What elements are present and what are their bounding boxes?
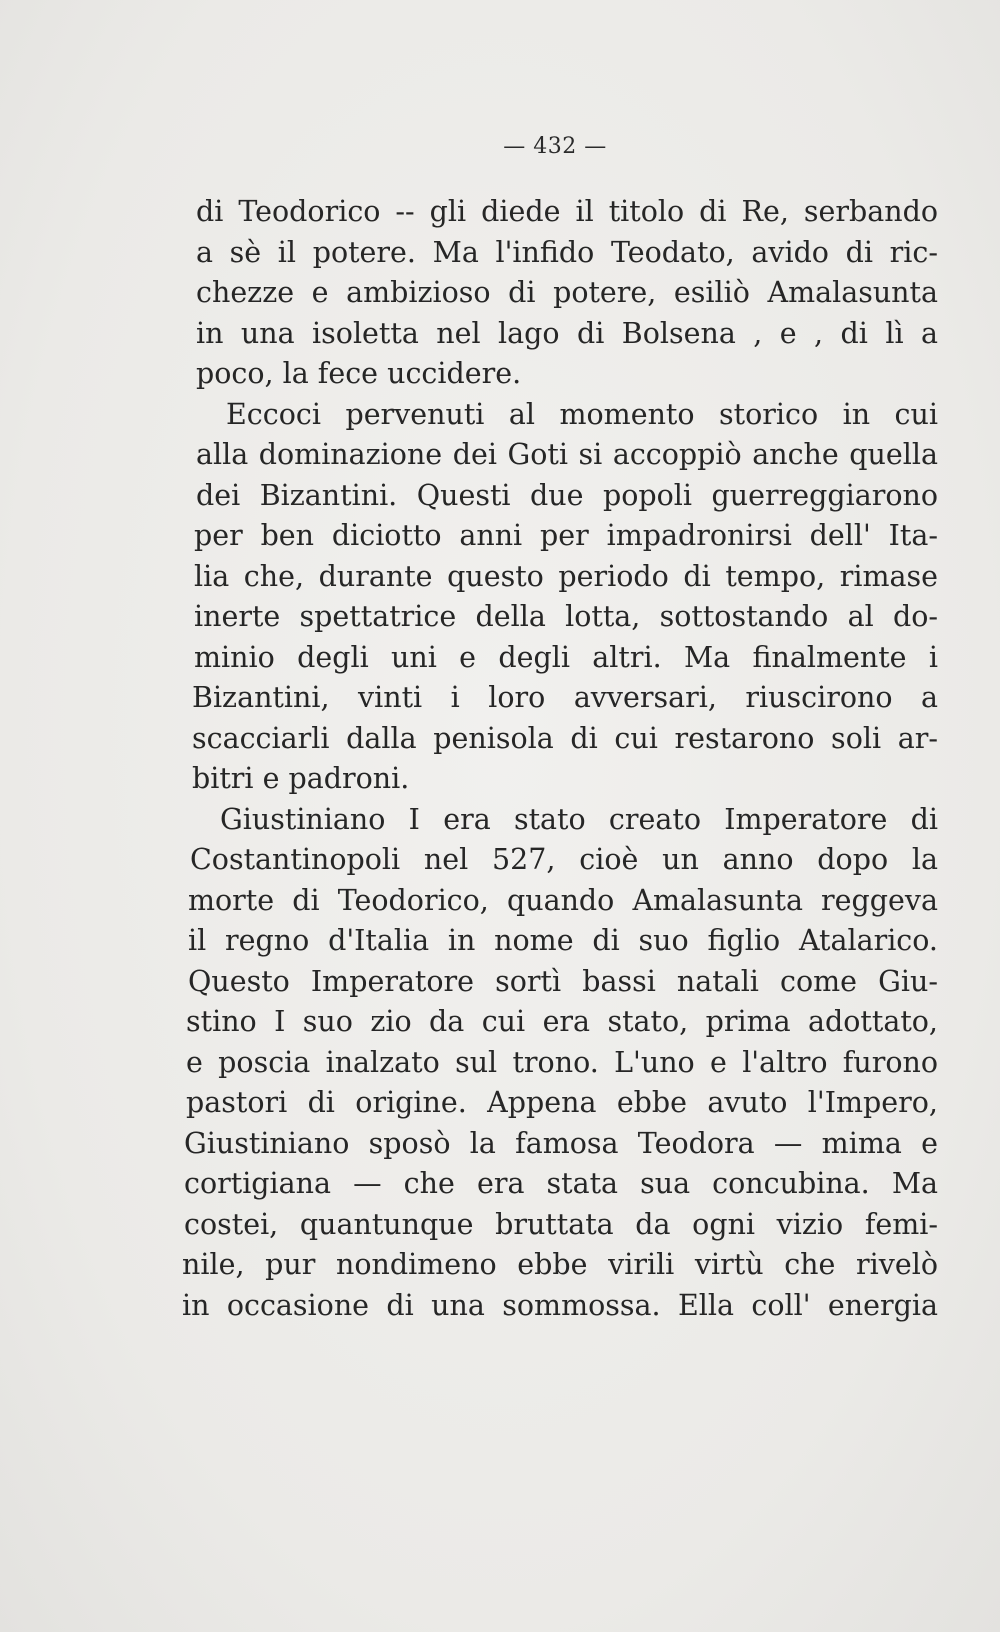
text-line: costei, quantunque bruttata da ogni vizio femi- — [184, 1207, 938, 1241]
text-line: pastori di origine. Appena ebbe avuto l'Impero, — [186, 1086, 938, 1119]
text-line: scacciarli dalla penisola di cui restarono soli ar- — [192, 721, 938, 755]
text-line: stino I suo zio da cui era stato, prima adottato, — [186, 1005, 938, 1038]
page-number — [0, 134, 1000, 159]
text-line: in occasione di una sommossa. Ella coll' energia — [182, 1288, 938, 1322]
text-line: Questo Imperatore sortì bassi natali come Giu- — [188, 964, 938, 998]
text-line: lia che, durante questo periodo di tempo, rimase — [194, 559, 938, 593]
text-line: per ben diciotto anni per impadronirsi dell' Ita- — [194, 519, 938, 552]
text-line: e poscia inalzato sul trono. L'uno e l'altro furono — [186, 1045, 938, 1079]
text-line: inerte spettatrice della lotta, sottostando al do- — [194, 600, 938, 633]
text-line: poco, la fece uccidere. — [196, 357, 522, 390]
text-line: alla dominazione dei Goti si accoppiò anche quella — [196, 438, 938, 471]
text-line: bitri e padroni. — [192, 762, 410, 795]
text-line: chezze e ambizioso di potere, esiliò Amalasunta — [196, 276, 938, 309]
body-text — [182, 192, 938, 1326]
page-number-text: — 432 — — [503, 134, 607, 159]
text-line: in una isoletta nel lago di Bolsena , e , di lì a — [196, 316, 938, 350]
text-line: Bizantini, vinti i loro avversari, riuscirono a — [192, 681, 938, 714]
text-line: minio degli uni e degli altri. Ma finalmente i — [194, 640, 938, 674]
text-line: nile, pur nondimeno ebbe virili virtù che rivelò — [182, 1248, 938, 1281]
text-line: Eccoci pervenuti al momento storico in cui — [226, 397, 938, 431]
text-line: Giustiniano I era stato creato Imperatore di — [220, 802, 938, 836]
text-line: cortigiana — che era stata sua concubina. Ma — [184, 1167, 938, 1200]
text-line: a sè il potere. Ma l'infido Teodato, avido di ric- — [196, 235, 938, 269]
text-line: di Teodorico -- gli diede il titolo di Re, serbando — [196, 195, 938, 228]
text-line: Costantinopoli nel 527, cioè un anno dopo la — [190, 843, 938, 876]
text-line: dei Bizantini. Questi due popoli guerreggiarono — [196, 478, 938, 512]
text-line: il regno d'Italia in nome di suo figlio Atalarico. — [188, 924, 938, 957]
text-line: Giustiniano sposò la famosa Teodora — mima e — [184, 1126, 938, 1160]
text-line: morte di Teodorico, quando Amalasunta reggeva — [188, 883, 938, 917]
